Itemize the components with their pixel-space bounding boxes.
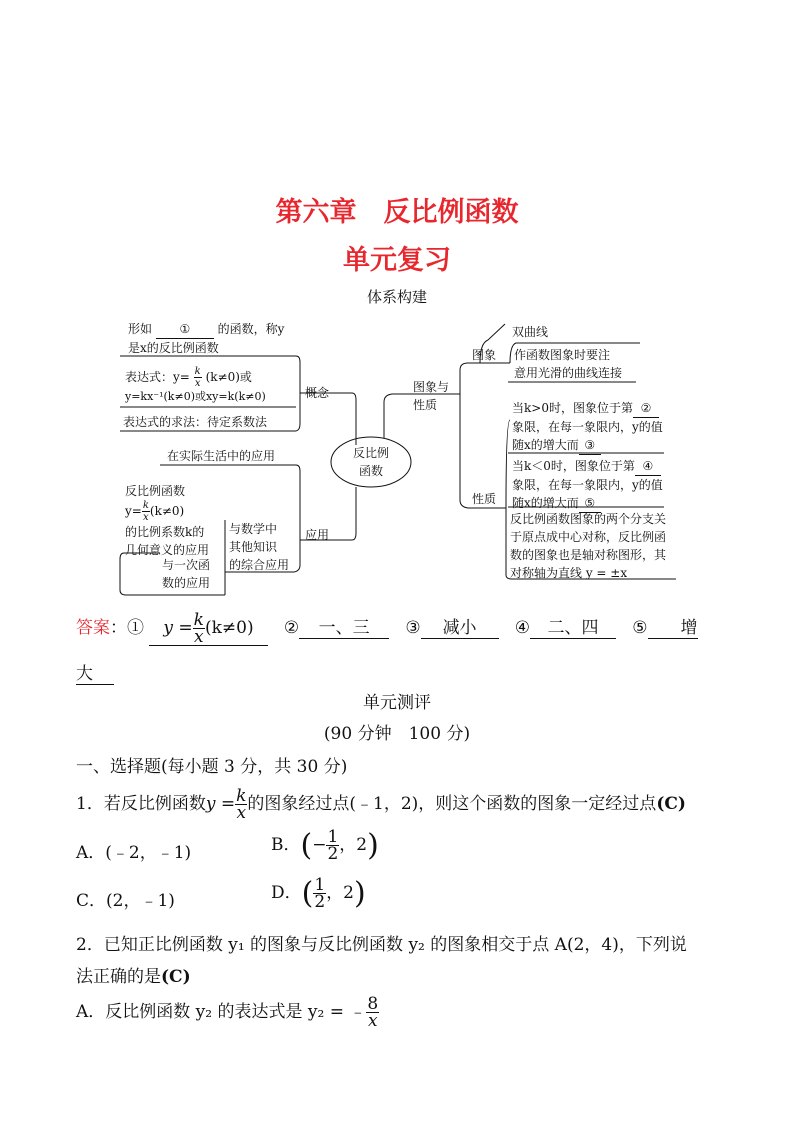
answer-2: 一、三	[299, 613, 389, 639]
answer-label: 答案	[76, 618, 110, 638]
application-label: 应用	[305, 528, 330, 542]
center-node: 反比例 函数	[352, 446, 389, 478]
definition-text-b: 的函数，称y	[217, 322, 285, 336]
k-positive-block: 当k>0时，图象位于第 ② 象限，在每一象限内，y的值 随x的增大而 ③	[512, 399, 663, 455]
symmetry-block: 反比例函数图象的两个分支关 于原点成中心对称，反比例函 数的图象也是轴对称图形，其 对称轴为直线 y = ±x	[510, 512, 667, 580]
q1-option-b: B．(− $\frac{1}{2}$ ，2)	[271, 827, 379, 864]
answer-5-cont: 大	[76, 659, 114, 685]
expression-line: 表达式：y= $\frac{k}{x}$ (k≠0)或	[125, 366, 252, 389]
blank-1: ①	[156, 320, 214, 339]
test-time: (90 分钟 100 分)	[323, 724, 471, 744]
blank-3: ③	[579, 436, 601, 455]
method-text: 表达式的求法：待定系数法	[123, 415, 268, 429]
real-life-text: 在实际生活中的应用	[167, 449, 276, 463]
image-property-node: 图象与 性质	[413, 380, 450, 412]
k-negative-block: 当k＜0时，图象位于第 ④ 象限，在每一象限内，y的值 随x的增大而 ⑤	[512, 457, 663, 513]
question-2-line2: 法正确的是(C)	[76, 967, 191, 987]
q1-option-d: D．( $\frac{1}{2}$ ，2)	[271, 875, 366, 912]
expression-line-2: y=kx⁻¹(k≠0)或xy=k(k≠0)	[125, 390, 266, 403]
answer-1: y = $\frac{k}{x}$ (k≠0)	[149, 612, 267, 646]
definition-text: 形如	[128, 322, 153, 336]
q1-option-a: A．(﹣2，﹣1)	[76, 843, 192, 863]
blank-2: ②	[633, 399, 659, 418]
drawing-note: 作函数图象时要注 意用光滑的曲线连接	[514, 348, 623, 380]
q1-option-c: C．(2，﹣1)	[76, 891, 175, 911]
definition-line	[128, 320, 284, 339]
answer-line: 答案：① y = $\frac{k}{x}$ (k≠0) ② 一、三 ③ 减小 ④ 二、四 ⑤ 增	[76, 610, 698, 647]
blank-5: ⑤	[579, 494, 601, 513]
answer-4: 二、四	[530, 613, 616, 639]
section-heading-choice: 一、选择题(每小题 3 分，共 30 分)	[76, 757, 348, 777]
question-2-line1: 2．已知正比例函数 y₁ 的图象与反比例函数 y₂ 的图象相交于点 A(2，4)，下列说	[76, 935, 687, 955]
blank-4: ④	[635, 457, 661, 476]
linear-block: 与一次函 数的应用	[162, 558, 211, 590]
concept-label: 概念	[305, 386, 330, 400]
subsection-title: 体系构建	[366, 288, 427, 306]
geometry-block: 反比例函数 y= $\frac{k}{x}$ (k≠0) 的比例系数k的 几何意义的应用	[125, 484, 210, 557]
q2-option-a: A．反比例函数 y₂ 的表达式是 y₂ = ﹣ $\frac{8}{x}$	[76, 994, 379, 1031]
property-label: 性质	[472, 492, 497, 506]
hyperbola-text: 双曲线	[512, 325, 549, 339]
answer-3: 减小	[421, 613, 499, 639]
question-1: 1．若反比例函数y = $\frac{k}{x}$ 的图象经过点(﹣1，2)，则这个函数的图象一定经过点(C)	[76, 786, 686, 823]
other-block: 与数学中 其他知识 的综合应用	[229, 522, 290, 572]
section-heading: 单元复习	[343, 245, 451, 276]
chapter-title: 第六章 反比例函数	[275, 197, 519, 228]
test-title: 单元测评	[363, 693, 431, 713]
graph-label: 图象	[472, 348, 497, 362]
definition-line-2: 是x的反比例函数	[128, 341, 219, 355]
answer-5: 增	[648, 613, 698, 639]
